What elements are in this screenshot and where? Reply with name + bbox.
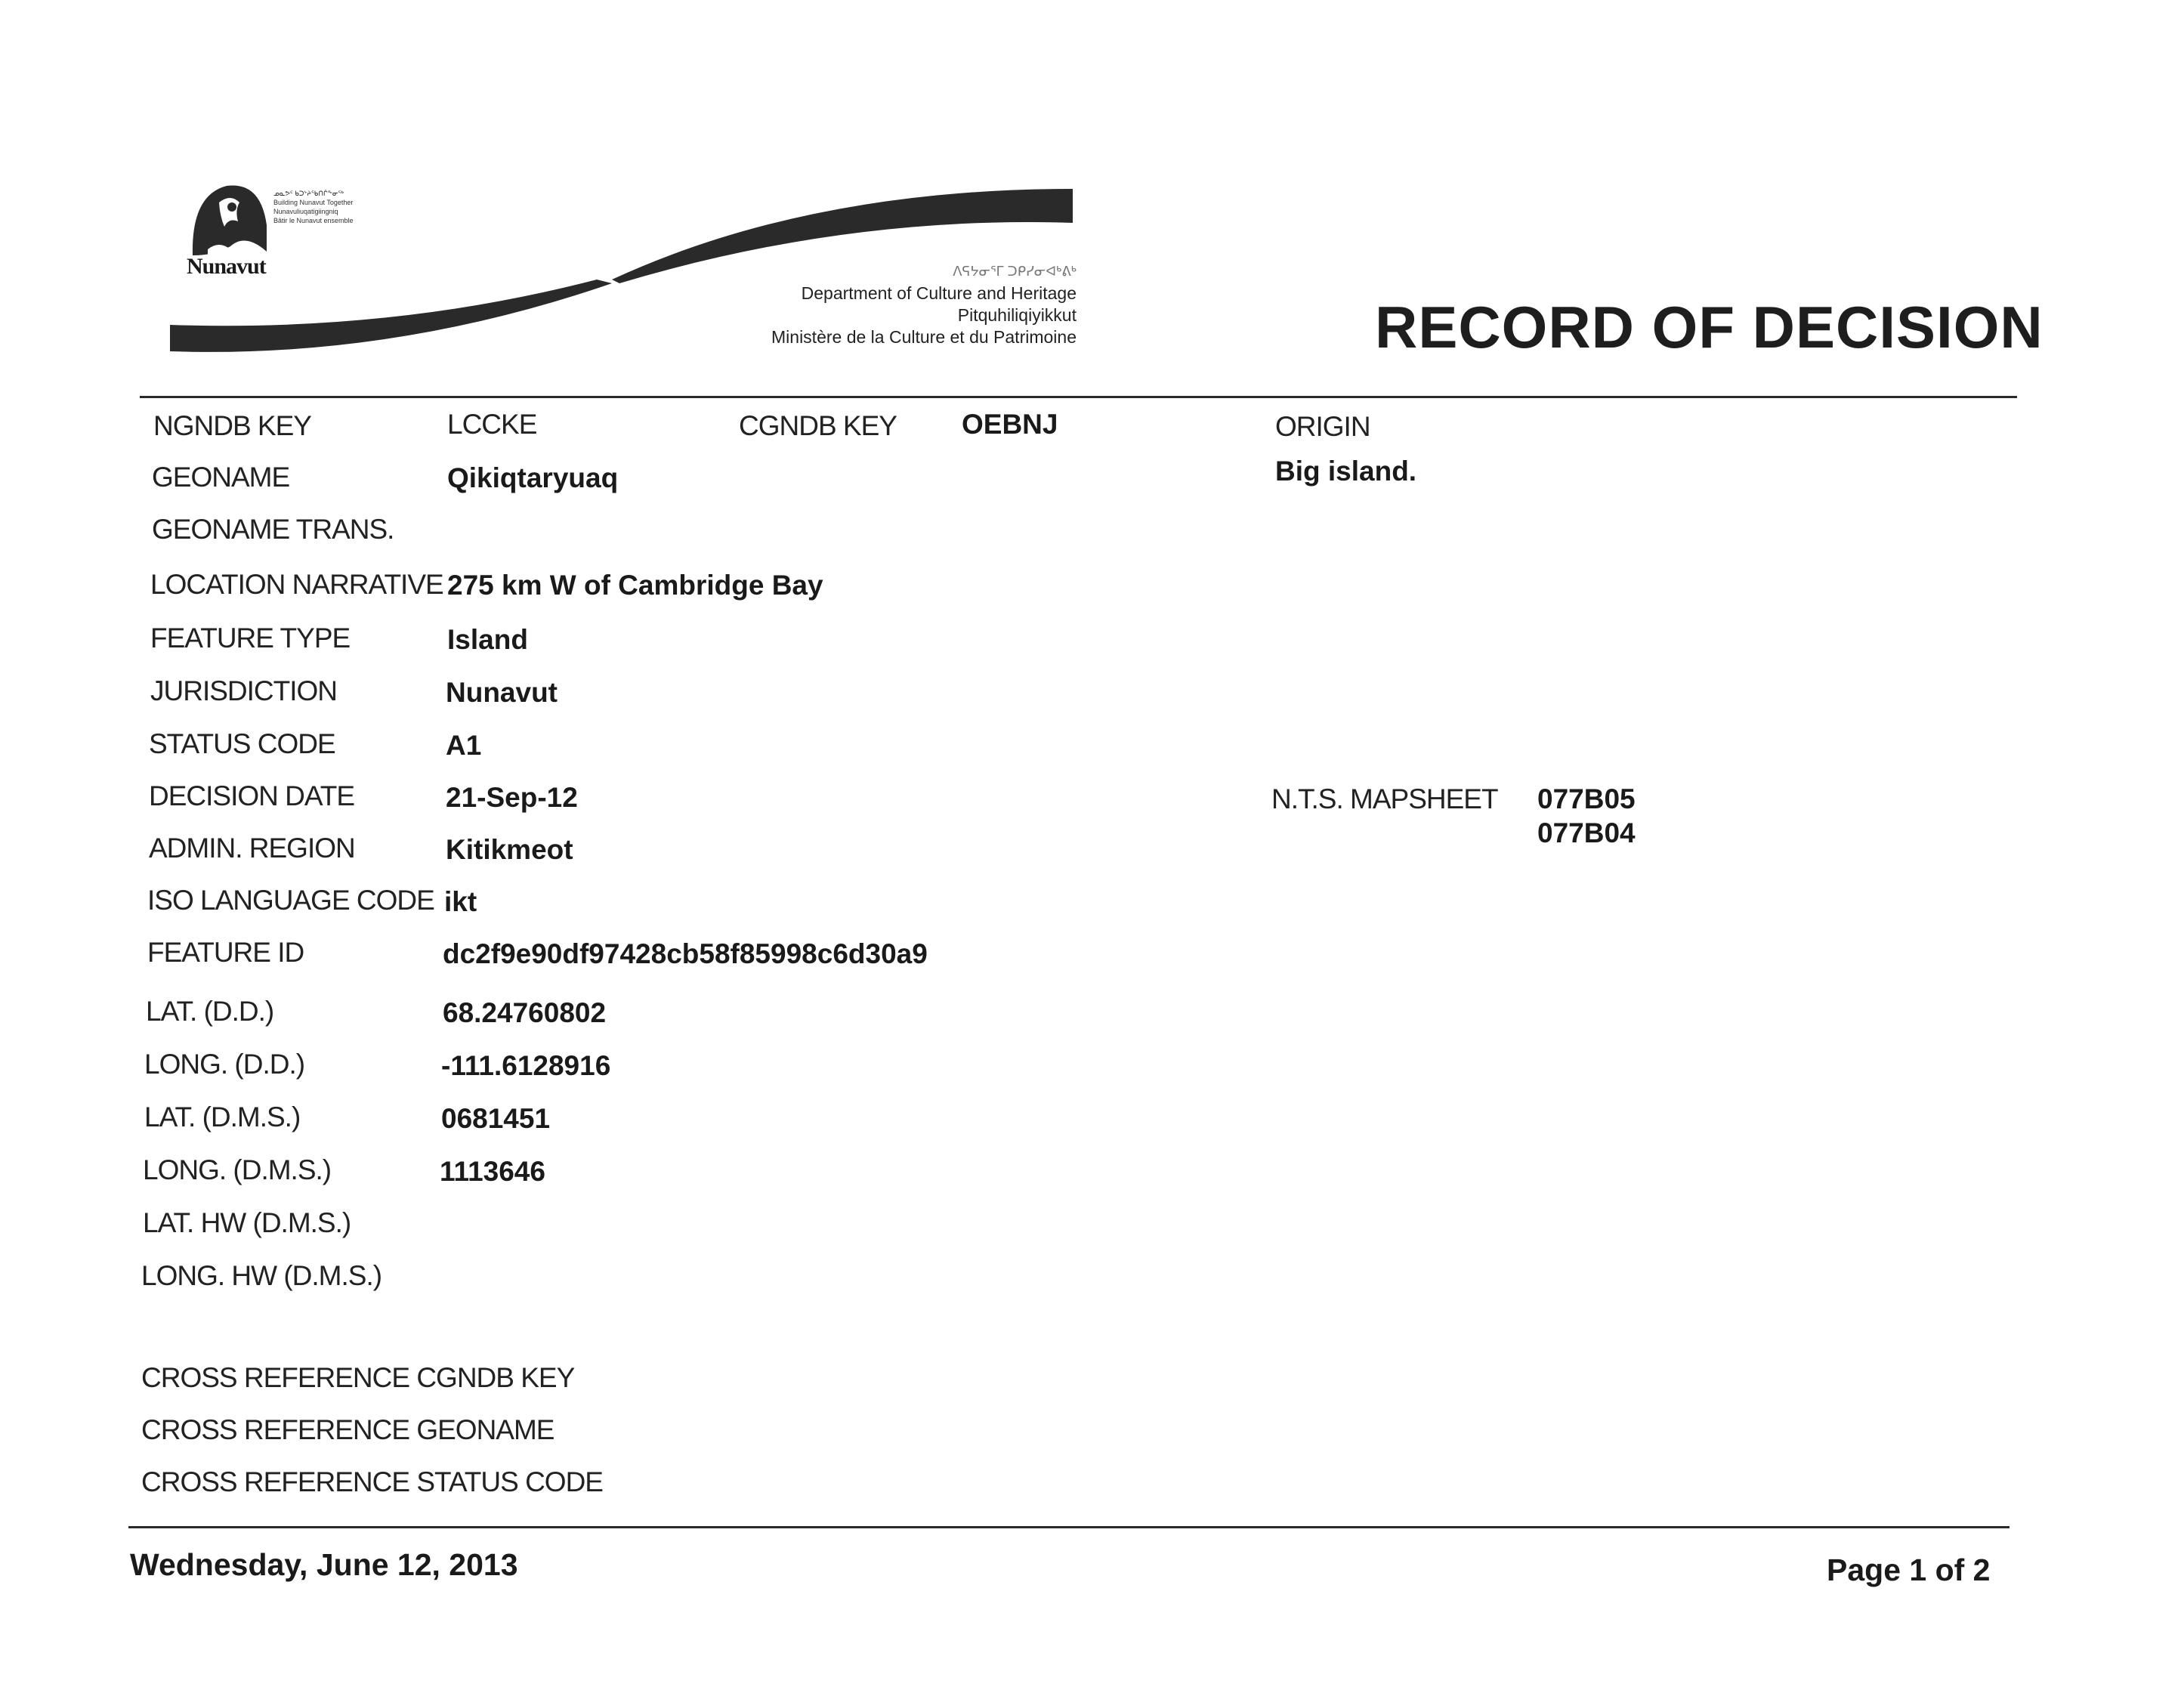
iso-language-label: ISO LANGUAGE CODE [147,885,434,916]
long-dms-value: 1113646 [440,1156,545,1187]
xref-status-code-label: CROSS REFERENCE STATUS CODE [141,1466,603,1497]
tagline-line: Building Nunavut Together [273,199,354,206]
dept-line: ᐱᕋᔭᓂᕐᒥ ᑐᑭᓯᓂᐊᒃᕕᒃ [953,264,1077,279]
tagline-line: Nunavuliuqatigiingniq [273,208,338,215]
page-title: RECORD OF DECISION [1375,294,2043,360]
cgndb-key-value: OEBNJ [962,409,1058,440]
feature-id-value: dc2f9e90df97428cb58f85998c6d30a9 [443,938,928,969]
jurisdiction-label: JURISDICTION [150,675,337,706]
ngndb-key-label: NGNDB KEY [153,410,311,441]
xref-cgndb-key-label: CROSS REFERENCE CGNDB KEY [141,1362,575,1393]
geoname-trans-label: GEONAME TRANS. [152,514,394,545]
admin-region-label: ADMIN. REGION [149,833,355,864]
dept-line: Ministère de la Culture et du Patrimoine [771,327,1077,347]
cgndb-key-label: CGNDB KEY [739,410,897,441]
lat-dms-value: 0681451 [441,1103,551,1134]
nts-mapsheet-value-2: 077B04 [1537,817,1636,848]
nts-mapsheet-label: N.T.S. MAPSHEET [1271,783,1498,814]
department-block [657,261,1077,348]
decision-date-value: 21-Sep-12 [446,782,578,813]
long-dms-label: LONG. (D.M.S.) [143,1154,332,1185]
geoname-label: GEONAME [152,462,290,493]
ngndb-key-value: LCCKE [447,409,537,440]
jurisdiction-value: Nunavut [446,677,558,708]
feature-type-label: FEATURE TYPE [150,623,351,653]
lat-dms-label: LAT. (D.M.S.) [144,1101,301,1132]
tagline-line: Bâtir le Nunavut ensemble [273,217,354,224]
print-date: Wednesday, June 12, 2013 [130,1547,518,1582]
geoname-value: Qikiqtaryuaq [447,462,619,493]
location-narrative-value: 275 km W of Cambridge Bay [447,570,823,601]
long-hw-label: LONG. HW (D.M.S.) [141,1260,382,1291]
feature-type-value: Island [447,624,528,655]
origin-label: ORIGIN [1275,411,1370,442]
location-narrative-label: LOCATION NARRATIVE [150,569,443,600]
long-dd-value: -111.6128916 [441,1050,611,1081]
lat-hw-label: LAT. HW (D.M.S.) [143,1207,351,1238]
header-divider [140,396,2017,398]
status-code-value: A1 [446,730,482,761]
dept-line: Pitquhiliqiyikkut [957,305,1077,325]
status-code-label: STATUS CODE [149,728,335,759]
iso-language-value: ikt [444,886,477,917]
dept-line: Department of Culture and Heritage [801,283,1077,303]
lat-dd-value: 68.24760802 [443,997,607,1028]
origin-value: Big island. [1275,456,1417,487]
admin-region-value: Kitikmeot [446,834,573,865]
lat-dd-label: LAT. (D.D.) [146,996,274,1027]
decision-date-label: DECISION DATE [149,780,355,811]
long-dd-label: LONG. (D.D.) [144,1049,305,1080]
xref-geoname-label: CROSS REFERENCE GEONAME [141,1414,554,1445]
page-number: Page 1 of 2 [1827,1553,1991,1587]
logo-name: Nunavut [187,254,266,279]
footer-divider [128,1526,2009,1528]
nts-mapsheet-value-1: 077B05 [1537,783,1636,814]
tagline-line: ᓄᓇᕗᑦ ᑲᑐᔾᔨᖃᑎᒌᖕᓂᖅ [273,190,344,197]
feature-id-label: FEATURE ID [147,937,304,968]
